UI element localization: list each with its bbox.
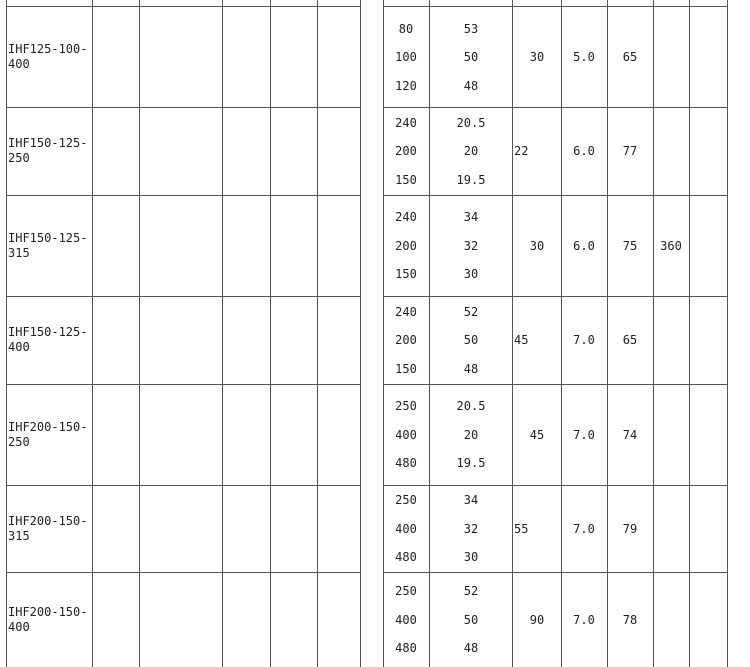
power-value: 90: [529, 612, 545, 627]
head-value: 32: [463, 238, 479, 253]
flow-value: 150: [395, 267, 417, 281]
npsh-value: 7.0: [573, 612, 595, 627]
model-name-line1: IHF150-125-: [8, 136, 88, 150]
flow-value: 100: [395, 50, 417, 64]
head-value: 52: [463, 304, 479, 319]
power-value: 55: [514, 521, 529, 536]
head-value: 20: [463, 144, 479, 158]
npsh-value: 7.0: [573, 521, 595, 536]
flow-value: 480: [395, 456, 417, 470]
flow-value: 400: [395, 612, 417, 627]
model-name-line2: 250: [8, 434, 30, 449]
row-divider: [6, 485, 361, 486]
column-divider: [561, 0, 562, 667]
column-divider: [383, 0, 384, 667]
row-divider: [383, 572, 728, 573]
flow-value: 150: [395, 361, 417, 376]
head-value: 19.5: [456, 172, 486, 187]
row-divider: [6, 384, 361, 385]
model-name-line2: 400: [8, 340, 30, 354]
column-divider: [360, 0, 361, 667]
head-value: 32: [463, 521, 479, 536]
column-divider: [512, 0, 513, 667]
flow-value: 200: [395, 238, 417, 253]
model-name-line1: IHF200-150-: [8, 513, 88, 528]
column-divider: [317, 0, 318, 667]
head-value: 48: [463, 361, 479, 376]
row-divider: [6, 572, 361, 573]
power-value: 30: [529, 50, 545, 64]
flow-value: 250: [395, 399, 417, 413]
flow-value: 200: [395, 144, 417, 158]
flow-value: 250: [395, 493, 417, 507]
efficiency-value: 77: [622, 144, 638, 158]
column-divider: [689, 0, 690, 667]
flow-value: 240: [395, 304, 417, 319]
row-divider: [383, 6, 728, 7]
column-divider: [139, 0, 140, 667]
row-divider: [6, 195, 361, 196]
column-divider: [92, 0, 93, 667]
head-value: 30: [463, 550, 479, 564]
flow-value: 250: [395, 584, 417, 598]
head-value: 20.5: [456, 115, 486, 130]
model-name-line2: 315: [8, 528, 30, 543]
column-divider: [607, 0, 608, 667]
model-name-line2: 400: [8, 619, 30, 634]
head-value: 52: [463, 584, 479, 598]
npsh-value: 6.0: [573, 238, 595, 253]
efficiency-value: 78: [622, 612, 638, 627]
column-divider: [222, 0, 223, 667]
row-divider: [383, 195, 728, 196]
column-divider: [653, 0, 654, 667]
npsh-value: 6.0: [573, 144, 595, 158]
flow-value: 200: [395, 333, 417, 347]
flow-value: 240: [395, 210, 417, 224]
weight-value: 360: [660, 238, 682, 253]
flow-value: 400: [395, 521, 417, 536]
model-name-line1: IHF200-150-: [8, 604, 88, 619]
npsh-value: 5.0: [573, 50, 595, 64]
head-value: 20.5: [456, 399, 486, 413]
model-name-line2: 250: [8, 151, 30, 165]
model-name-line2: 315: [8, 245, 30, 260]
flow-value: 400: [395, 427, 417, 442]
flow-value: 120: [395, 78, 417, 93]
head-value: 50: [463, 333, 479, 347]
head-value: 20: [463, 427, 479, 442]
head-value: 53: [463, 21, 479, 36]
flow-value: 80: [398, 21, 414, 36]
efficiency-value: 79: [622, 521, 638, 536]
model-name-line1: IHF150-125-: [8, 230, 88, 245]
head-value: 50: [463, 612, 479, 627]
row-divider: [6, 6, 361, 7]
head-value: 34: [463, 210, 479, 224]
head-value: 50: [463, 50, 479, 64]
head-value: 48: [463, 78, 479, 93]
efficiency-value: 74: [622, 427, 638, 442]
head-value: 30: [463, 267, 479, 281]
head-value: 48: [463, 641, 479, 655]
flow-value: 480: [395, 641, 417, 655]
model-name-line1: IHF125-100-: [8, 42, 88, 56]
efficiency-value: 65: [622, 50, 638, 64]
power-value: 22: [514, 144, 529, 158]
row-divider: [383, 296, 728, 297]
column-divider: [429, 0, 430, 667]
flow-value: 150: [395, 172, 417, 187]
model-name-line2: 400: [8, 57, 30, 71]
head-value: 19.5: [456, 456, 486, 470]
row-divider: [383, 384, 728, 385]
row-divider: [6, 296, 361, 297]
npsh-value: 7.0: [573, 333, 595, 347]
column-divider: [6, 0, 7, 667]
head-value: 34: [463, 493, 479, 507]
model-name-line1: IHF150-125-: [8, 325, 88, 339]
flow-value: 240: [395, 115, 417, 130]
row-divider: [383, 485, 728, 486]
npsh-value: 7.0: [573, 427, 595, 442]
column-divider: [270, 0, 271, 667]
power-value: 30: [529, 238, 545, 253]
power-value: 45: [514, 333, 529, 347]
column-divider: [727, 0, 728, 667]
model-name-line1: IHF200-150-: [8, 419, 88, 434]
power-value: 45: [529, 427, 545, 442]
efficiency-value: 75: [622, 238, 638, 253]
efficiency-value: 65: [622, 333, 638, 347]
row-divider: [6, 107, 361, 108]
row-divider: [383, 107, 728, 108]
flow-value: 480: [395, 550, 417, 564]
